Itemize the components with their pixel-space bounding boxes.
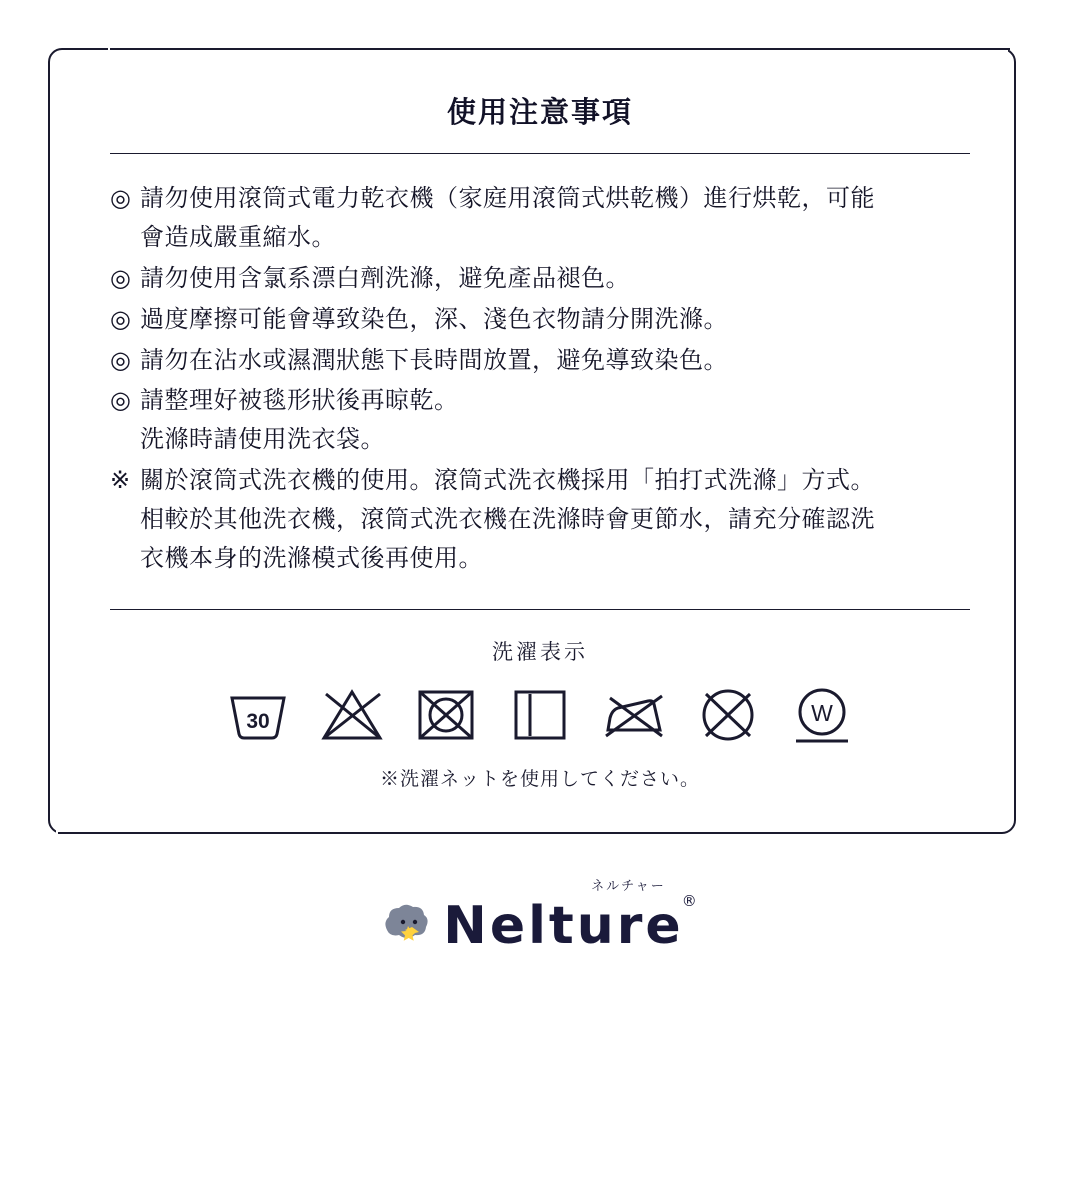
note-line: 請勿使用滾筒式電力乾衣機（家庭用滾筒式烘乾機）進行烘乾，可能 [140,185,875,212]
brand-kana: ネルチャー [591,879,666,894]
note-line: 請整理好被毯形狀後再晾乾。 [140,387,459,415]
no-tumble-dry-icon [410,684,482,746]
drip-dry-line-icon [504,684,576,746]
care-footnote: ※洗濯ネットを使用してください。 [379,768,700,790]
notes-list [110,180,970,579]
no-iron-icon [598,684,670,746]
care-instructions-card [48,48,1016,834]
brand-name: Nelture [443,896,684,956]
bullet-mark: ◎ [110,264,132,292]
bullet-mark: ◎ [110,185,132,212]
page-title: 使用注意事項 [446,97,633,129]
no-bleach-icon [316,684,388,746]
note-line: 請勿在沾水或濕潤狀態下長時間放置，避免導致染色。 [140,346,728,374]
bullet-mark: ◎ [110,346,132,374]
registered-mark: ® [681,892,700,910]
wet-clean-label: W [811,699,833,726]
note-line: 關於滾筒式洗衣機的使用。滾筒式洗衣機採用「拍打式洗滌」方式。 [140,467,875,495]
note-line: 會造成嚴重縮水。 [140,223,336,251]
care-section-title: 洗濯表示 [492,640,588,664]
brand-logo [0,879,1065,956]
machine-wash-30-icon [222,684,294,746]
sheep-logo-icon [381,900,437,946]
note-line: 相較於其他洗衣機，滾筒式洗衣機在洗滌時會更節水，請充分確認洗 [140,506,875,533]
note-line: 過度摩擦可能會導致染色，深、淺色衣物請分開洗滌。 [140,305,728,333]
care-divider [110,609,970,610]
bullet-mark: ◎ [110,305,132,333]
note-line: 洗滌時請使用洗衣袋。 [140,426,385,454]
note-line: 衣機本身的洗滌模式後再使用。 [140,544,483,572]
list-item [110,382,970,460]
list-item [110,462,970,579]
care-symbol-row [110,684,970,746]
list-item [110,260,970,299]
note-line: 請勿使用含氯系漂白劑洗滌，避免產品褪色。 [140,264,630,292]
wash-temperature-label: 30 [246,709,270,733]
bullet-mark: ※ [110,467,131,495]
list-item [110,342,970,381]
no-dry-clean-icon [692,684,764,746]
bullet-mark: ◎ [110,387,132,415]
wet-clean-w-icon [786,684,858,746]
list-item [110,180,970,258]
title-divider [110,153,970,154]
list-item [110,301,970,340]
care-label-section [110,636,970,791]
